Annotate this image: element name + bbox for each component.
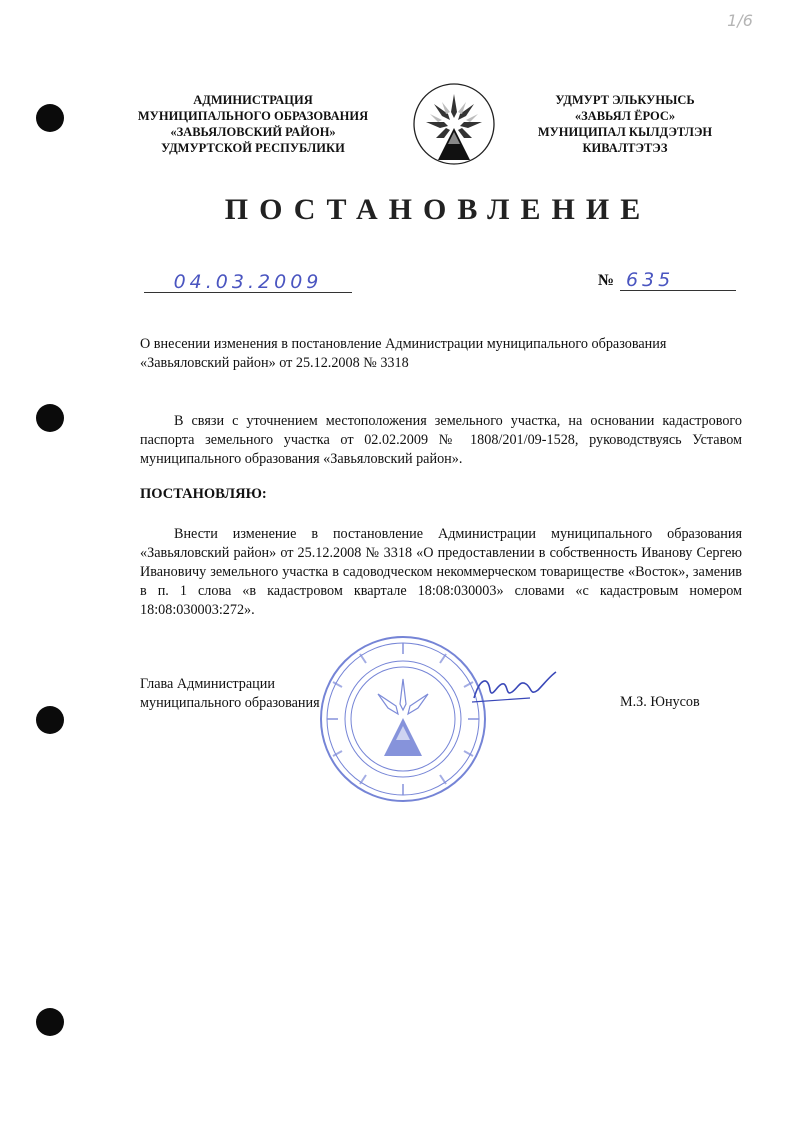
seal-stamp-icon xyxy=(318,634,488,804)
body-text: Внести изменение в постановление Администрации муниципального образования «Завьяловский район» от 25.12.2008 № 3318 «О предоставлении в собственность Иванову Сергею Ивановичу земельного участка в садоводческом некоммерческом товариществе «Восток», заменив в п. 1 слова «в кадастровом квартале 18:08:030003» словами «с кадастровым номером 18:08:030003:272». xyxy=(140,526,742,618)
document-number-block xyxy=(598,270,738,292)
header-right-line-4: КИВАЛТЭТЭЗ xyxy=(582,141,668,155)
page-number-mark: 1/6 xyxy=(727,11,753,30)
signatory-name: М.З. Юнусов xyxy=(620,694,700,710)
binder-hole-4 xyxy=(36,1008,64,1036)
resolve-label: ПОСТАНОВЛЯЮ: xyxy=(140,486,267,502)
handwritten-signature-icon xyxy=(470,668,560,708)
position-line-2: муниципального образования xyxy=(140,695,320,711)
header-left-line-2: МУНИЦИПАЛЬНОГО ОБРАЗОВАНИЯ xyxy=(137,109,369,123)
document-date: 04.03.2009 xyxy=(144,272,352,293)
position-line-1: Глава Администрации xyxy=(140,676,275,692)
header-left-line-3: «ЗАВЬЯЛОВСКИЙ РАЙОН» xyxy=(170,125,336,139)
preamble xyxy=(140,412,742,469)
resolution-body xyxy=(140,525,742,620)
subject-text: О внесении изменения в постановление Администрации муниципального образования «Завьяловский район» от 25.12.2008 № 3318 xyxy=(140,336,667,371)
emblem-icon xyxy=(412,82,496,166)
header-right-line-2: «ЗАВЬЯЛ ЁРОС» xyxy=(574,109,676,123)
header-left-line-4: УДМУРТСКОЙ РЕСПУБЛИКИ xyxy=(161,141,345,155)
header-right-udmurt xyxy=(525,92,725,156)
binder-hole-1 xyxy=(36,104,64,132)
header-right-line-3: МУНИЦИПАЛ КЫЛДЭТЛЭН xyxy=(537,125,713,139)
number-sign: № xyxy=(598,272,615,289)
binder-hole-3 xyxy=(36,706,64,734)
binder-hole-2 xyxy=(36,404,64,432)
document-number: 635 xyxy=(620,270,736,291)
document-title: ПОСТАНОВЛЕНИЕ xyxy=(224,193,652,226)
preamble-text: В связи с уточнением местоположения земельного участка, на основании кадастрового паспорта земельного участка от 02.02.2009 № 1808/201/09-1528, руководствуясь Уставом муниципального образования «Завьяловский район». xyxy=(140,413,742,467)
signature-position xyxy=(140,675,370,713)
document-subject xyxy=(140,335,740,373)
header-left-russian xyxy=(118,92,388,156)
header-left-line-1: АДМИНИСТРАЦИЯ xyxy=(193,93,313,107)
header-right-line-1: УДМУРТ ЭЛЬКУНЫСЬ xyxy=(555,93,695,107)
